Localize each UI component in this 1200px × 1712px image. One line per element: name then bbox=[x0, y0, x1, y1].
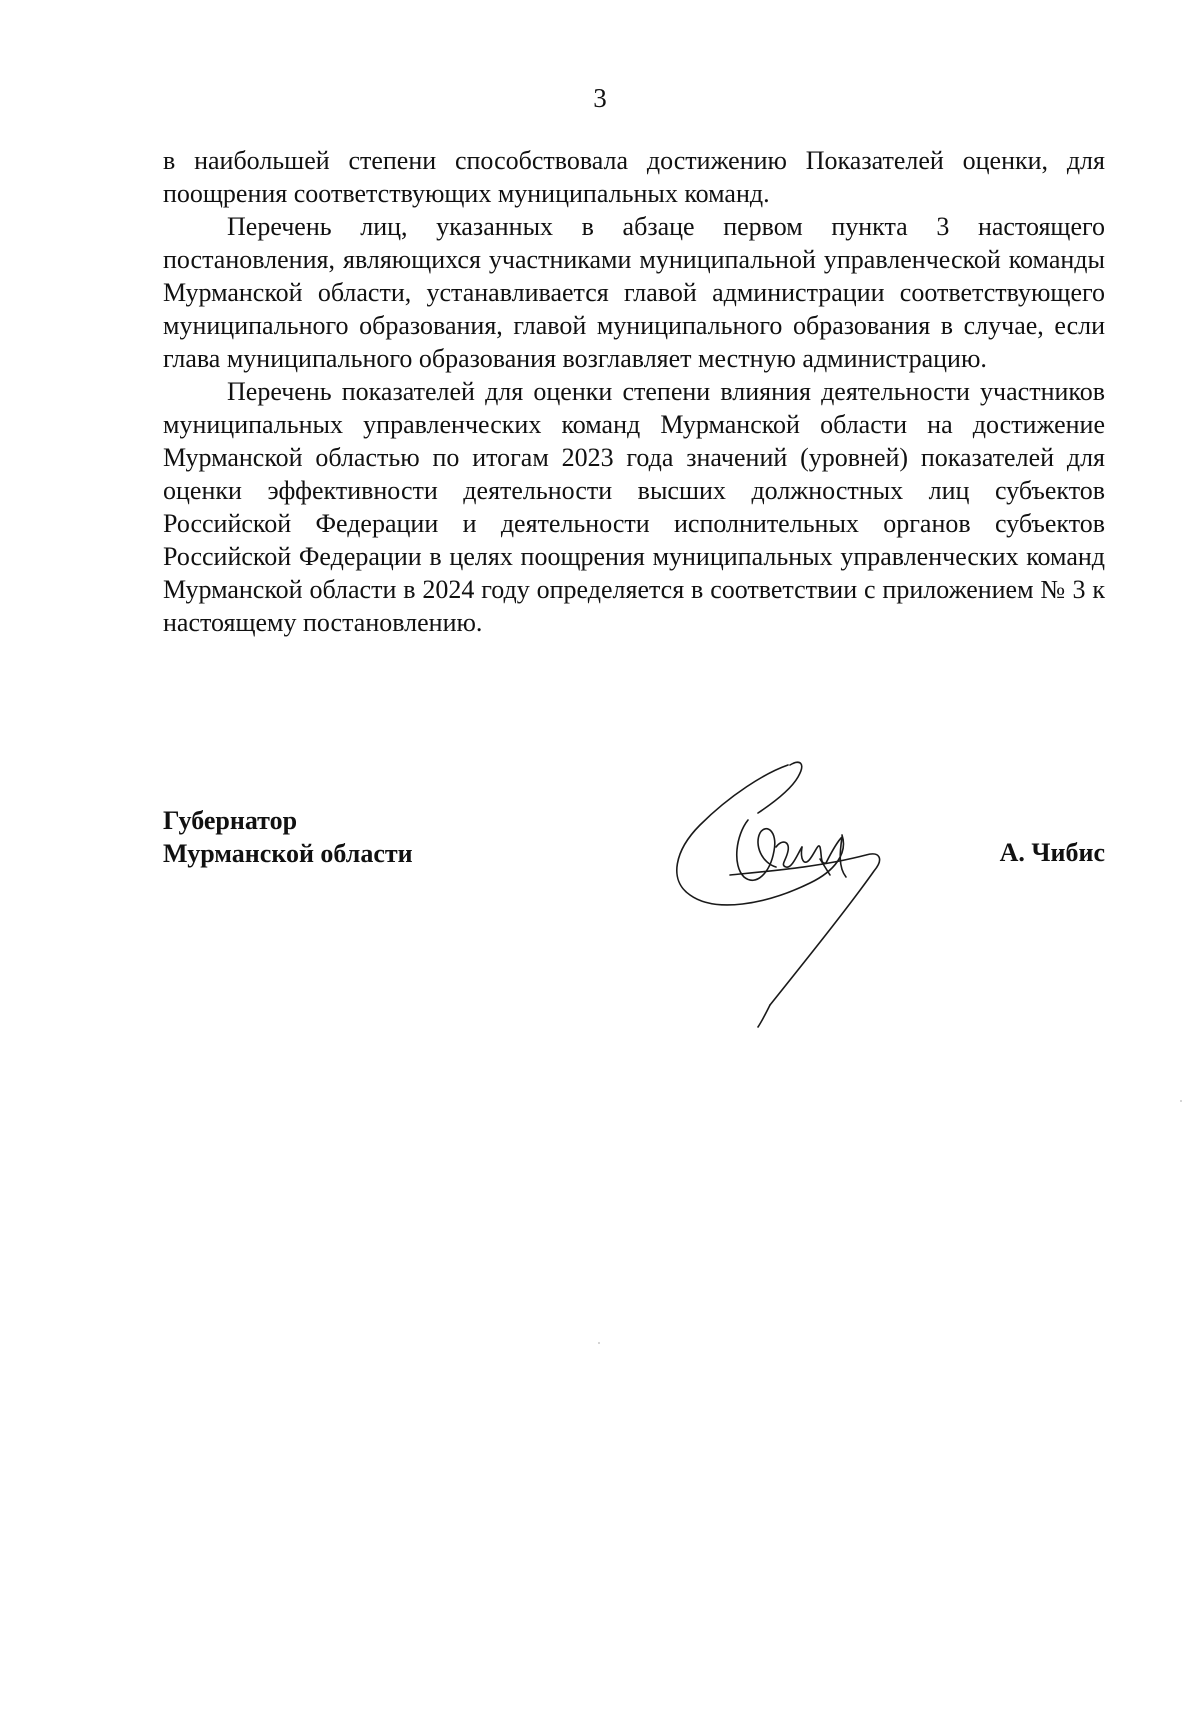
scan-speck bbox=[598, 1342, 600, 1344]
document-body bbox=[163, 144, 1105, 639]
signatory-position-line-1: Губернатор bbox=[163, 806, 298, 835]
paragraph-indicators-list: Перечень показателей для оценки степени влияния деятельности участников муниципальных управленческих команд Мурманской области на достижение Мурманской областью по итогам 2023 года значений (уровней) показателей для оценки эффективности деятельности высших должностных лиц субъектов Российской Федерации и деятельности исполнительных органов субъектов Российской Федерации в целях поощрения муниципальных управленческих команд Мурманской области в 2024 году определяется в соответствии с приложением № 3 к настоящему постановлению. bbox=[163, 377, 1105, 637]
page-number: 3 bbox=[593, 83, 607, 113]
signatory-position-line-2: Мурманской области bbox=[163, 839, 413, 868]
handwritten-signature bbox=[670, 755, 970, 1035]
scan-speck bbox=[1180, 1100, 1182, 1102]
signatory-name: А. Чибис bbox=[999, 838, 1105, 867]
paragraph-participants-list: Перечень лиц, указанных в абзаце первом пункта 3 настоящего постановления, являющихся участниками муниципальной управленческой команды Мурманской области, устанавливается главой администрации соответствующего муниципального образования, главой муниципального образования в случае, если глава муниципального образования возглавляет местную администрацию. bbox=[163, 212, 1105, 373]
signatory-position bbox=[163, 804, 413, 870]
paragraph-continuation: в наибольшей степени способствовала достижению Показателей оценки, для поощрения соответствующих муниципальных команд. bbox=[163, 146, 1105, 208]
